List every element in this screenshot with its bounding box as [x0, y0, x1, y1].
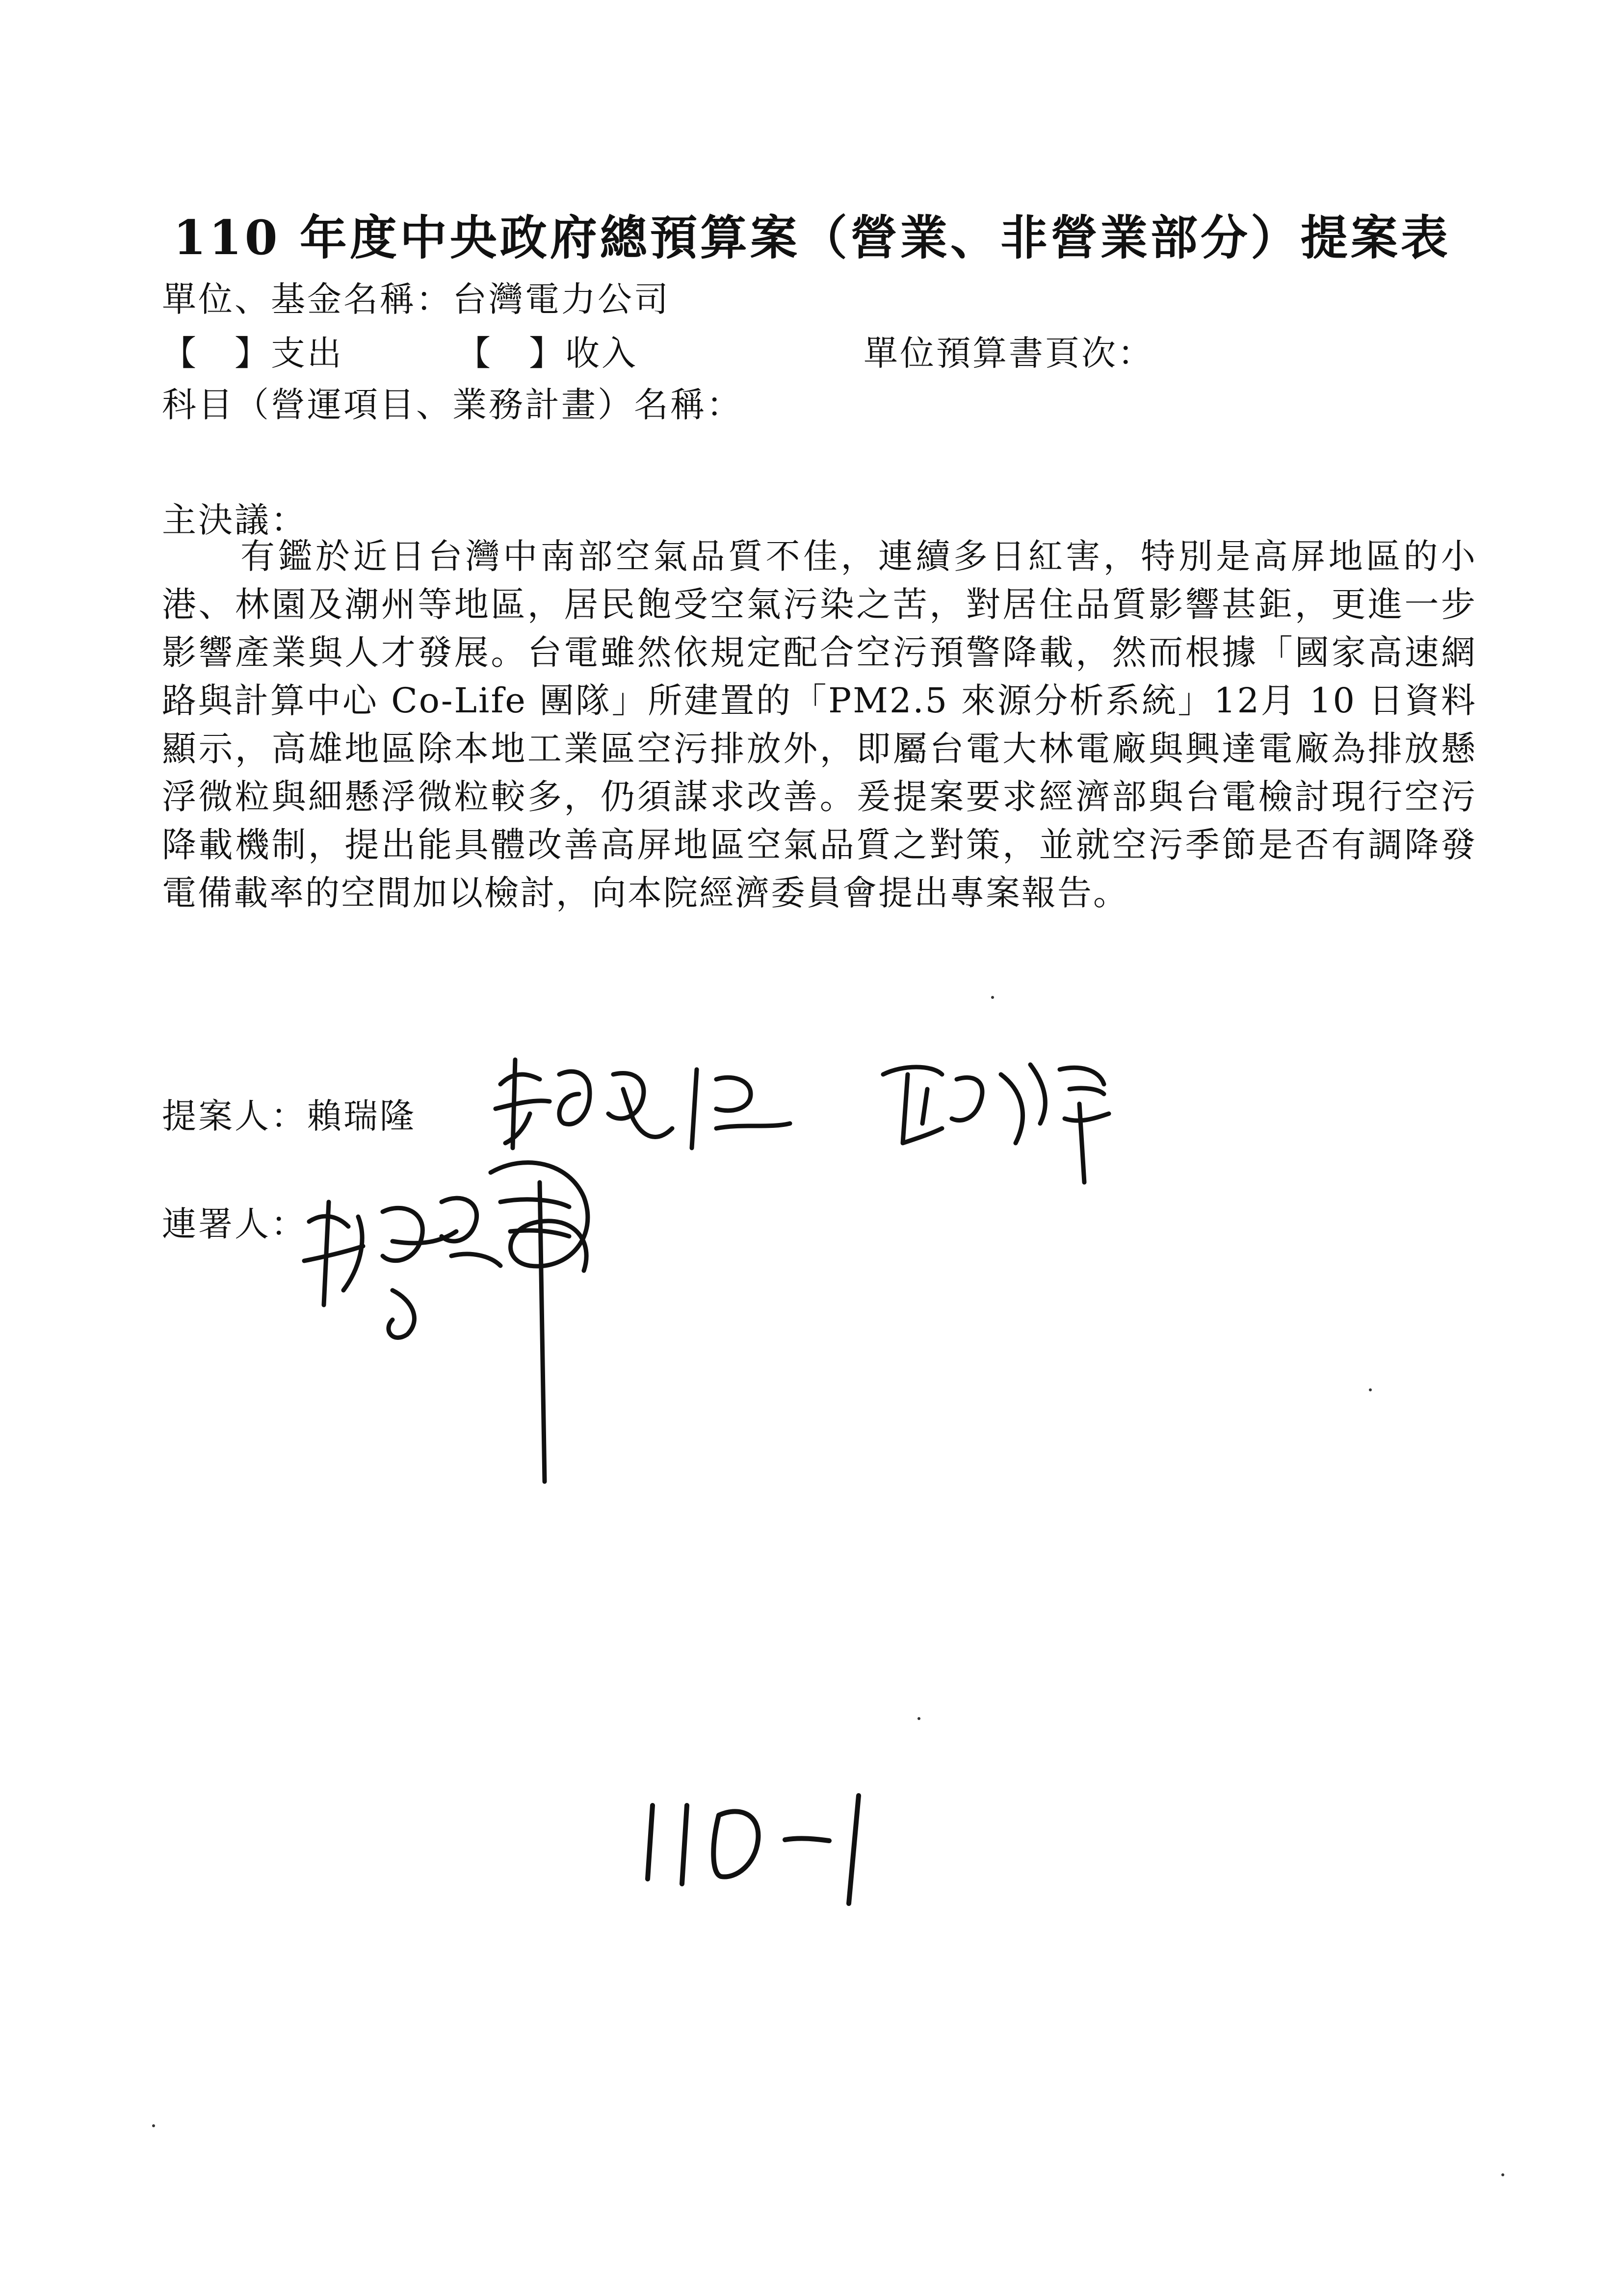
scan-speck — [1369, 1388, 1372, 1391]
form-title: 110 年度中央政府總預算案（營業、非營業部分）提案表 — [173, 210, 1451, 265]
scan-speck — [152, 2124, 155, 2127]
proposer-label: 提案人：賴瑞隆 — [162, 1096, 416, 1136]
income-checkbox-option: 【 】收入 — [456, 333, 638, 373]
scan-speck — [917, 1717, 920, 1720]
second-signature — [873, 1045, 1128, 1192]
scan-speck — [991, 996, 994, 999]
expense-checkbox-option: 【 】支出 — [162, 333, 343, 373]
cosigner-signature — [294, 1143, 667, 1487]
subject-name-line: 科目（營運項目、業務計畫）名稱： — [162, 385, 743, 425]
unit-name-line: 單位、基金名稱：台灣電力公司 — [162, 279, 670, 319]
resolution-paragraph: 有鑑於近日台灣中南部空氣品質不佳，連續多日紅害，特別是高屏地區的小港、林園及潮州等地區，居民飽受空氣污染之苦，對居住品質影響甚鉅，更進一步影響產業與人才發展。台電雖然依規定配合空污預警降載，然而根據「國家高速網路與計算中心 Co-Life 團隊」所建置的「PM2.5 來源分析系統」12月 10 日資料顯示，高雄地區除本地工業區空污排放外，即屬台電大林電廠與興達電廠為排放懸浮微粒與細懸浮微粒較多，仍須謀求改善。爰提案要求經濟部與台電檢討現行空污降載機制，提出能具體改善高屏地區空氣品質之對策，並就空污季節是否有調降發電備載率的空間加以檢討，向本院經濟委員會提出專案報告。 — [162, 536, 1477, 913]
resolution-body — [162, 532, 1477, 917]
scan-speck — [1501, 2173, 1504, 2176]
handwritten-page-number — [633, 1786, 888, 1913]
resolution-heading: 主決議： — [162, 500, 307, 540]
cosigner-label: 連署人： — [162, 1204, 307, 1244]
budget-page-label: 單位預算書頁次： — [864, 333, 1154, 373]
